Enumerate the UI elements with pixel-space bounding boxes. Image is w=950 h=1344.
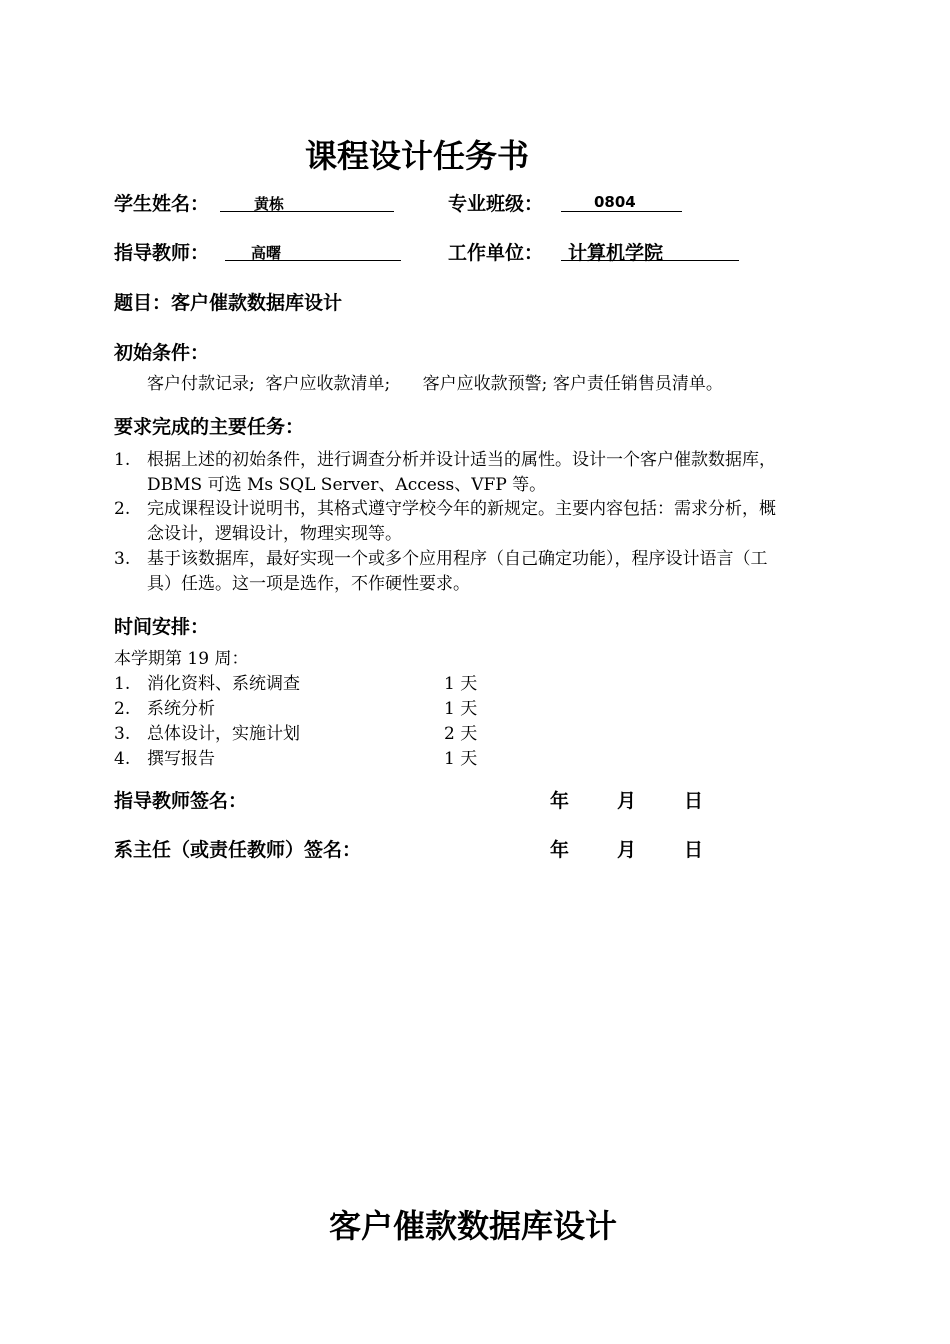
task-line: 根据上述的初始条件，进行调查分析并设计适当的属性。设计一个客户催款数据库， bbox=[147, 450, 776, 470]
student-name-underline bbox=[220, 211, 394, 212]
signature-month: 月 bbox=[617, 790, 637, 812]
task-number: 3. bbox=[114, 549, 131, 569]
schedule-days: 1 天 bbox=[444, 674, 478, 694]
signature-year: 年 bbox=[550, 839, 570, 861]
class-label: 专业班级： bbox=[448, 193, 544, 215]
initial-conditions-text: 客户付款记录; 客户应收款清单; 客户应收款预警; 客户责任销售员清单。 bbox=[147, 374, 723, 394]
schedule-days: 1 天 bbox=[444, 749, 478, 769]
schedule-intro: 本学期第 19 周： bbox=[114, 649, 249, 669]
schedule-task: 消化资料、系统调查 bbox=[147, 674, 300, 694]
page-title: 课程设计任务书 bbox=[305, 137, 530, 175]
task-line: 基于该数据库，最好实现一个或多个应用程序（自己确定功能），程序设计语言（工 bbox=[147, 549, 768, 569]
schedule-heading: 时间安排： bbox=[114, 616, 210, 638]
signature-month: 月 bbox=[617, 839, 637, 861]
schedule-number: 4. bbox=[114, 749, 131, 769]
director-signature-label: 系主任（或责任教师）签名： bbox=[114, 839, 362, 861]
task-number: 1. bbox=[114, 450, 131, 470]
class-value: 0804 bbox=[594, 193, 636, 211]
student-name-value: 黄栋 bbox=[254, 195, 285, 213]
unit-label: 工作单位： bbox=[448, 242, 544, 264]
initial-conditions-heading: 初始条件： bbox=[114, 342, 210, 364]
topic: 题目：客户催款数据库设计 bbox=[114, 292, 343, 314]
task-line: 具）任选。这一项是选作，不作硬性要求。 bbox=[147, 574, 470, 594]
class-underline bbox=[561, 211, 682, 212]
task-line: DBMS 可选 Ms SQL Server、Access、VFP 等。 bbox=[147, 475, 547, 495]
unit-underline bbox=[561, 260, 739, 261]
teacher-label: 指导教师： bbox=[114, 242, 210, 264]
teacher-value: 高曙 bbox=[251, 244, 282, 262]
signature-day: 日 bbox=[684, 839, 704, 861]
student-name-label: 学生姓名： bbox=[114, 193, 210, 215]
teacher-underline bbox=[225, 260, 401, 261]
tasks-heading: 要求完成的主要任务： bbox=[114, 416, 305, 438]
signature-year: 年 bbox=[550, 790, 570, 812]
schedule-days: 2 天 bbox=[444, 724, 478, 744]
schedule-number: 1. bbox=[114, 674, 131, 694]
schedule-task: 总体设计，实施计划 bbox=[147, 724, 300, 744]
task-line: 完成课程设计说明书，其格式遵守学校今年的新规定。主要内容包括：需求分析，概 bbox=[147, 499, 776, 519]
schedule-task: 撰写报告 bbox=[147, 749, 215, 769]
unit-value: 计算机学院 bbox=[568, 242, 664, 264]
schedule-number: 2. bbox=[114, 699, 131, 719]
task-line: 念设计，逻辑设计，物理实现等。 bbox=[147, 524, 402, 544]
teacher-signature-label: 指导教师签名： bbox=[114, 790, 248, 812]
schedule-task: 系统分析 bbox=[147, 699, 215, 719]
footer-title: 客户催款数据库设计 bbox=[329, 1207, 618, 1245]
schedule-number: 3. bbox=[114, 724, 131, 744]
task-number: 2. bbox=[114, 499, 131, 519]
schedule-days: 1 天 bbox=[444, 699, 478, 719]
signature-day: 日 bbox=[684, 790, 704, 812]
